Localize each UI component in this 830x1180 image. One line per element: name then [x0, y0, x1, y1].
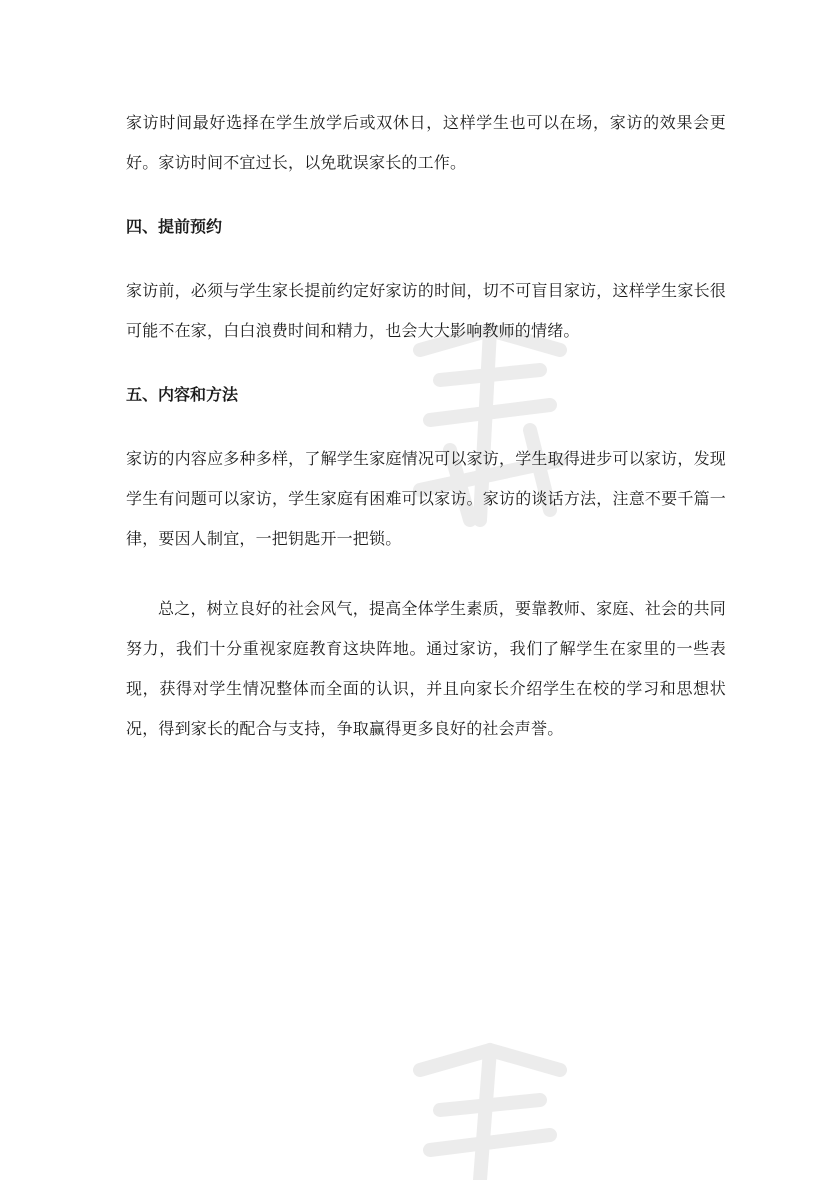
paragraph-content-method: 家访的内容应多种多样，了解学生家庭情况可以家访，学生取得进步可以家访，发现学生有问题可以家访，学生家庭有困难可以家访。家访的谈话方法，注意不要千篇一律，要因人制宜，一把钥匙开一把锁。 [126, 449, 726, 548]
paragraph-appointment: 家访前，必须与学生家长提前约定好家访的时间，切不可盲目家访，这样学生家长很可能不在家，白白浪费时间和精力，也会大大影响教师的情绪。 [126, 281, 726, 340]
paragraph-visit-time: 家访时间最好选择在学生放学后或双休日，这样学生也可以在场，家访的效果会更好。家访时间不宜过长，以免耽误家长的工作。 [126, 113, 726, 172]
paragraph-summary: 总之，树立良好的社会风气，提高全体学生素质，要靠教师、家庭、社会的共同努力，我们十分重视家庭教育这块阵地。通过家访，我们了解学生在家里的一些表现，获得对学生情况整体而全面的认识，并且向家长介绍学生在校的学习和思想状况，得到家长的配合与支持，争取赢得更多良好的社会声誉。 [126, 599, 726, 738]
heading-content-method: 五、内容和方法 [126, 385, 239, 404]
document-body [126, 103, 726, 749]
watermark-logo-bottom [380, 1010, 600, 1180]
heading-appointment: 四、提前预约 [126, 217, 223, 236]
